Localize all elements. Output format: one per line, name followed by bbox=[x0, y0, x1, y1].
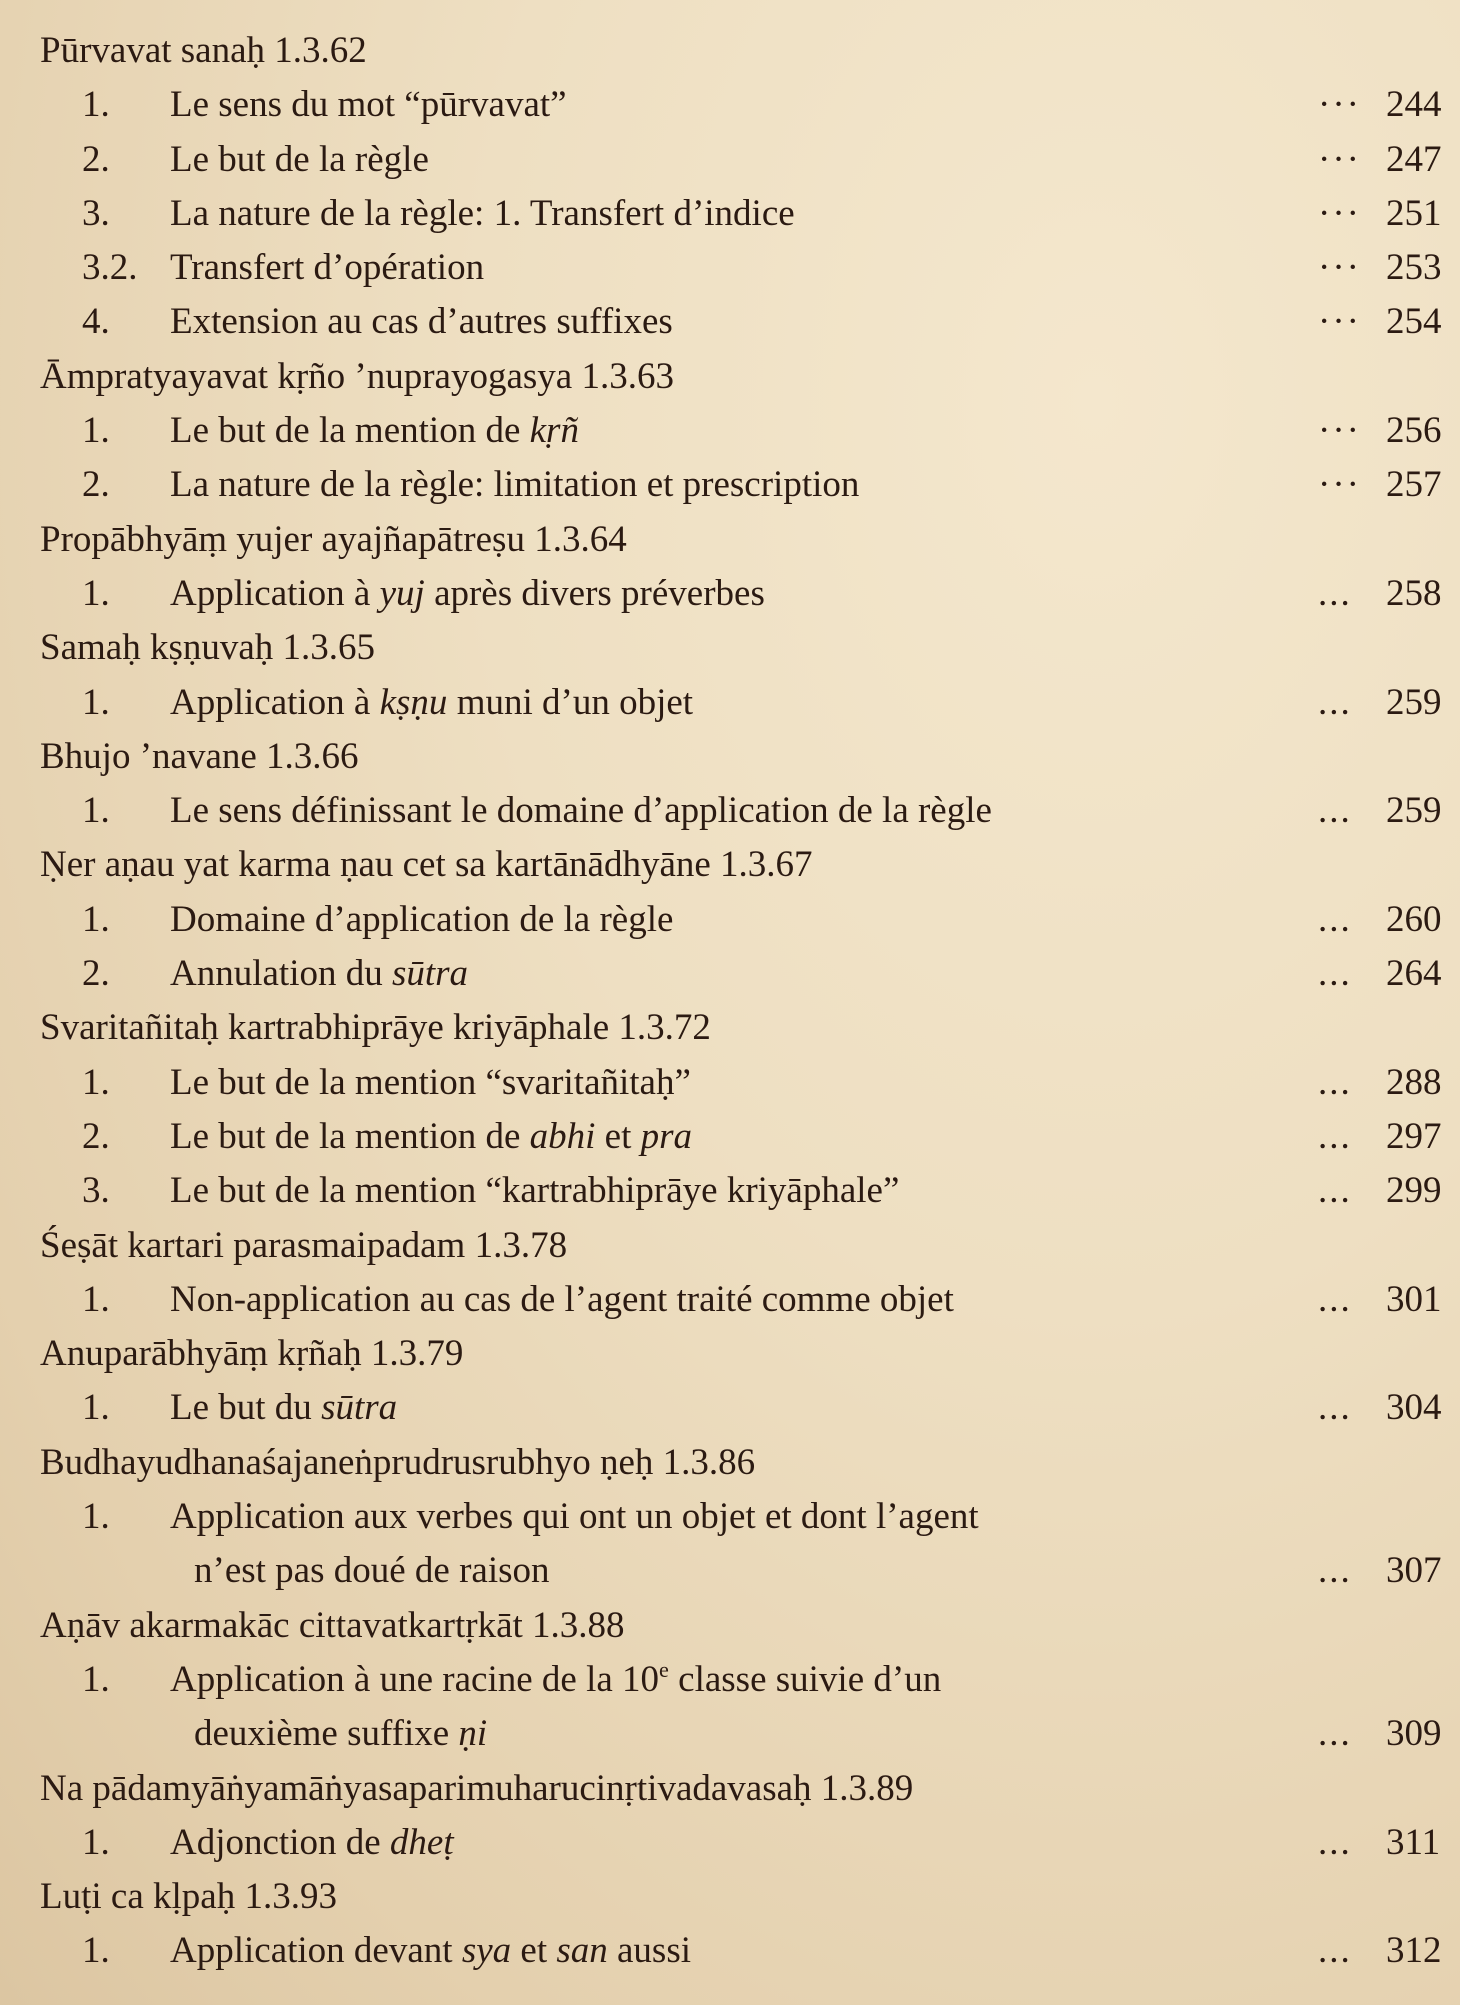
entry-number: 1. bbox=[82, 790, 110, 832]
entry-title bbox=[170, 241, 484, 295]
toc-sutra-heading bbox=[0, 621, 1460, 675]
entry-number: 1. bbox=[82, 572, 110, 614]
text-segment: Application aux verbes qui ont un objet et dont l’agent bbox=[170, 1496, 979, 1538]
italic-term: kṣṇu bbox=[379, 681, 448, 723]
toc-entry bbox=[0, 458, 1460, 512]
italic-term: san bbox=[556, 1930, 608, 1972]
entry-title bbox=[194, 1544, 550, 1598]
entry-title bbox=[170, 404, 579, 458]
text-segment: Le but de la mention de bbox=[170, 1115, 530, 1157]
entry-title bbox=[170, 893, 673, 947]
entry-title bbox=[40, 513, 627, 567]
entry-title bbox=[194, 1707, 487, 1761]
dot-leader: ... bbox=[1318, 1930, 1352, 1972]
toc-entry bbox=[0, 1381, 1460, 1435]
entry-number: 1. bbox=[82, 410, 110, 452]
italic-term: kṛñ bbox=[529, 410, 579, 452]
italic-term: ṇi bbox=[458, 1713, 488, 1755]
entry-number: 1. bbox=[82, 1496, 110, 1538]
dot-leader: ··· bbox=[1318, 247, 1361, 289]
toc-sutra-heading bbox=[0, 350, 1460, 404]
toc-entry bbox=[0, 1110, 1460, 1164]
superscript: e bbox=[659, 1656, 669, 1682]
text-segment: La nature de la règle: limitation et prescription bbox=[170, 464, 860, 506]
toc-entry bbox=[0, 1056, 1460, 1110]
text-segment: Application à une racine de la 10 bbox=[170, 1658, 660, 1700]
text-segment: après divers préverbes bbox=[424, 572, 765, 614]
toc-entry bbox=[0, 404, 1460, 458]
text-segment: Domaine d’application de la règle bbox=[170, 898, 674, 940]
toc-entry bbox=[0, 947, 1460, 1001]
text-segment: Āmpratyayavat kṛño ’nuprayogasya 1.3.63 bbox=[40, 355, 674, 397]
text-segment: Annulation du bbox=[170, 953, 392, 995]
entry-title bbox=[170, 1816, 454, 1870]
toc-entry bbox=[0, 893, 1460, 947]
entry-title bbox=[40, 1599, 625, 1653]
dot-leader: ... bbox=[1318, 1821, 1352, 1863]
page-number: 264 bbox=[1386, 953, 1442, 995]
page-number: 254 bbox=[1386, 301, 1442, 343]
dot-leader: ... bbox=[1318, 1550, 1352, 1592]
text-segment: Aṇāv akarmakāc cittavatkartṛkāt 1.3.88 bbox=[40, 1604, 625, 1646]
text-segment: et bbox=[511, 1930, 557, 1972]
toc-sutra-heading bbox=[0, 730, 1460, 784]
toc-entry bbox=[0, 676, 1460, 730]
entry-title bbox=[170, 947, 468, 1001]
page-number: 311 bbox=[1386, 1821, 1441, 1863]
text-segment: n’est pas doué de raison bbox=[194, 1550, 550, 1592]
entry-title bbox=[40, 730, 359, 784]
text-segment: Pūrvavat sanaḥ 1.3.62 bbox=[40, 30, 367, 71]
text-segment: classe suivie d’un bbox=[668, 1658, 942, 1700]
page-number: 288 bbox=[1386, 1061, 1442, 1103]
entry-title bbox=[170, 1110, 692, 1164]
text-segment: muni d’un objet bbox=[447, 681, 694, 723]
toc-entry bbox=[0, 1924, 1460, 1978]
entry-title bbox=[40, 1436, 755, 1490]
page-number: 312 bbox=[1386, 1930, 1442, 1972]
text-segment: Anuparābhyāṃ kṛñaḥ 1.3.79 bbox=[40, 1333, 464, 1375]
text-segment: deuxième suffixe bbox=[194, 1713, 459, 1755]
text-segment: Non-application au cas de l’agent traité comme objet bbox=[170, 1278, 954, 1320]
text-segment: La nature de la règle: 1. Transfert d’indice bbox=[170, 192, 795, 234]
entry-title bbox=[170, 1273, 954, 1327]
entry-title bbox=[170, 133, 429, 187]
toc-sutra-heading bbox=[0, 1327, 1460, 1381]
entry-title bbox=[170, 1056, 691, 1110]
page-number: 251 bbox=[1386, 192, 1442, 234]
toc-sutra-heading bbox=[0, 1870, 1460, 1924]
text-segment: Le but de la règle bbox=[170, 138, 429, 180]
italic-term: sūtra bbox=[391, 953, 469, 995]
entry-title bbox=[170, 1653, 941, 1707]
dot-leader: ··· bbox=[1318, 301, 1361, 343]
entry-title bbox=[170, 1381, 397, 1435]
dot-leader: ··· bbox=[1318, 138, 1361, 180]
text-segment: Bhujo ’navane 1.3.66 bbox=[40, 735, 359, 777]
toc-entry bbox=[0, 567, 1460, 621]
entry-title bbox=[40, 1870, 337, 1924]
text-segment: Application à bbox=[170, 681, 380, 723]
toc-entry bbox=[0, 241, 1460, 295]
entry-number: 2. bbox=[82, 464, 110, 506]
italic-term: dheṭ bbox=[389, 1821, 454, 1863]
entry-number: 1. bbox=[82, 84, 110, 126]
dot-leader: ... bbox=[1318, 1278, 1352, 1320]
text-segment: Le but du bbox=[170, 1387, 322, 1429]
page-number: 253 bbox=[1386, 247, 1442, 289]
toc-entry bbox=[0, 78, 1460, 132]
entry-number: 2. bbox=[82, 138, 110, 180]
toc-sutra-heading bbox=[0, 513, 1460, 567]
dot-leader: ... bbox=[1318, 1170, 1352, 1212]
text-segment: et bbox=[595, 1115, 641, 1157]
entry-title bbox=[40, 1219, 567, 1273]
text-segment: Application à bbox=[170, 572, 380, 614]
text-segment: Adjonction de bbox=[170, 1821, 390, 1863]
toc-sutra-heading bbox=[0, 24, 1460, 78]
toc-entry bbox=[0, 187, 1460, 241]
toc-sutra-heading bbox=[0, 1436, 1460, 1490]
text-segment: Śeṣāt kartari parasmaipadam 1.3.78 bbox=[40, 1224, 568, 1266]
toc-entry bbox=[0, 1653, 1460, 1707]
toc-sutra-heading bbox=[0, 1001, 1460, 1055]
text-segment: Na pādamyāṅyamāṅyasaparimuharucinṛtivadavasaḥ 1.3.89 bbox=[40, 1767, 914, 1809]
table-of-contents bbox=[0, 24, 1460, 1979]
page-number: 309 bbox=[1386, 1713, 1442, 1755]
entry-title bbox=[170, 458, 859, 512]
text-segment: Ṇer aṇau yat karma ṇau cet sa kartānādhyāne 1.3.67 bbox=[40, 844, 813, 886]
toc-sutra-heading bbox=[0, 1762, 1460, 1816]
italic-term: pra bbox=[640, 1115, 693, 1157]
entry-number: 1. bbox=[82, 1387, 110, 1429]
entry-title bbox=[170, 78, 567, 132]
entry-title bbox=[40, 1762, 913, 1816]
text-segment: Le but de la mention “kartrabhiprāye kriyāphale” bbox=[170, 1170, 900, 1212]
page-number: 299 bbox=[1386, 1170, 1442, 1212]
text-segment: aussi bbox=[607, 1930, 691, 1972]
entry-title bbox=[40, 1327, 463, 1381]
italic-term: sūtra bbox=[321, 1387, 398, 1429]
entry-title bbox=[170, 1490, 979, 1544]
italic-term: abhi bbox=[529, 1115, 596, 1157]
page-number: 307 bbox=[1386, 1550, 1442, 1592]
dot-leader: ... bbox=[1318, 953, 1352, 995]
text-segment: Luṭi ca kḷpaḥ 1.3.93 bbox=[40, 1876, 337, 1918]
page-number: 244 bbox=[1386, 84, 1442, 126]
toc-entry bbox=[0, 1707, 1460, 1761]
entry-title bbox=[40, 24, 367, 78]
entry-number: 1. bbox=[82, 681, 110, 723]
toc-entry bbox=[0, 1490, 1460, 1544]
dot-leader: ... bbox=[1318, 790, 1352, 832]
text-segment: Svaritañitaḥ kartrabhiprāye kriyāphale 1.3.72 bbox=[40, 1007, 711, 1049]
page-number: 304 bbox=[1386, 1387, 1442, 1429]
dot-leader: ... bbox=[1318, 898, 1352, 940]
italic-term: yuj bbox=[379, 572, 425, 614]
page-number: 247 bbox=[1386, 138, 1442, 180]
entry-title bbox=[170, 676, 693, 730]
entry-number: 2. bbox=[82, 953, 110, 995]
page-number: 259 bbox=[1386, 790, 1442, 832]
toc-entry bbox=[0, 295, 1460, 349]
entry-number: 1. bbox=[82, 898, 110, 940]
entry-number: 1. bbox=[82, 1658, 110, 1700]
dot-leader: ··· bbox=[1318, 192, 1361, 234]
entry-number: 4. bbox=[82, 301, 110, 343]
entry-title bbox=[170, 567, 765, 621]
page-number: 257 bbox=[1386, 464, 1442, 506]
text-segment: Le but de la mention de bbox=[170, 410, 530, 452]
entry-title bbox=[170, 784, 992, 838]
text-segment: Propābhyāṃ yujer ayajñapātreṣu 1.3.64 bbox=[40, 518, 627, 560]
entry-number: 1. bbox=[82, 1061, 110, 1103]
italic-term: sya bbox=[461, 1930, 512, 1972]
toc-entry bbox=[0, 1164, 1460, 1218]
entry-number: 3.2. bbox=[82, 247, 138, 289]
text-segment: Le but de la mention “svaritañitaḥ” bbox=[170, 1061, 691, 1103]
entry-number: 1. bbox=[82, 1821, 110, 1863]
toc-entry bbox=[0, 1273, 1460, 1327]
text-segment: Le sens du mot “pūrvavat” bbox=[170, 84, 567, 126]
entry-title bbox=[40, 621, 375, 675]
dot-leader: ··· bbox=[1318, 84, 1361, 126]
text-segment: Samaḥ kṣṇuvaḥ 1.3.65 bbox=[40, 627, 376, 669]
entry-title bbox=[40, 350, 674, 404]
toc-entry bbox=[0, 1816, 1460, 1870]
toc-entry bbox=[0, 133, 1460, 187]
toc-sutra-heading bbox=[0, 838, 1460, 892]
toc-entry bbox=[0, 784, 1460, 838]
text-segment: Extension au cas d’autres suffixes bbox=[170, 301, 673, 343]
dot-leader: ... bbox=[1318, 572, 1352, 614]
text-segment: Budhayudhanaśajaneṅprudrusrubhyo ṇeḥ 1.3.86 bbox=[40, 1441, 756, 1483]
toc-sutra-heading bbox=[0, 1599, 1460, 1653]
page-number: 297 bbox=[1386, 1115, 1442, 1157]
entry-title bbox=[40, 838, 813, 892]
text-segment: Application devant bbox=[170, 1930, 462, 1972]
entry-number: 2. bbox=[82, 1115, 110, 1157]
entry-number: 3. bbox=[82, 192, 110, 234]
entry-title bbox=[170, 1924, 691, 1978]
text-segment: Le sens définissant le domaine d’application de la règle bbox=[170, 790, 992, 832]
entry-title bbox=[40, 1001, 711, 1055]
dot-leader: ... bbox=[1318, 1115, 1352, 1157]
dot-leader: ... bbox=[1318, 1061, 1352, 1103]
dot-leader: ... bbox=[1318, 681, 1352, 723]
dot-leader: ··· bbox=[1318, 410, 1361, 452]
page-number: 259 bbox=[1386, 681, 1442, 723]
text-segment: Transfert d’opération bbox=[170, 247, 485, 289]
entry-number: 1. bbox=[82, 1930, 110, 1972]
dot-leader: ··· bbox=[1318, 464, 1361, 506]
page-number: 301 bbox=[1386, 1278, 1442, 1320]
entry-title bbox=[170, 1164, 899, 1218]
page-number: 258 bbox=[1386, 572, 1442, 614]
toc-entry bbox=[0, 1544, 1460, 1598]
entry-title bbox=[170, 295, 673, 349]
page-number: 256 bbox=[1386, 410, 1442, 452]
dot-leader: ... bbox=[1318, 1387, 1352, 1429]
dot-leader: ... bbox=[1318, 1713, 1352, 1755]
entry-number: 1. bbox=[82, 1278, 110, 1320]
entry-title bbox=[170, 187, 795, 241]
toc-sutra-heading bbox=[0, 1219, 1460, 1273]
page-number: 260 bbox=[1386, 898, 1442, 940]
entry-number: 3. bbox=[82, 1170, 110, 1212]
